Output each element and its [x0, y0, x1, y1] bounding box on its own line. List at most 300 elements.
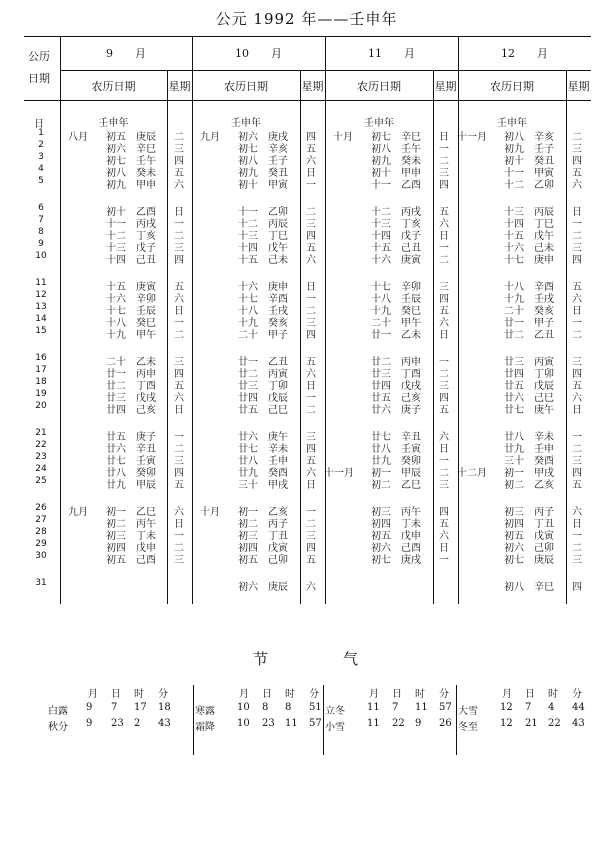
weekday: 五 [572, 168, 582, 179]
lunar-day: 廿三 [106, 393, 126, 404]
day-number: 12 [35, 290, 47, 300]
jieqi-hour: 22 [548, 718, 561, 729]
lunar-day: 十九 [504, 294, 524, 305]
weekday: 三 [572, 243, 582, 254]
jieqi-header: 日 [262, 689, 272, 700]
ganzhi: 戊戌 [401, 381, 421, 392]
day-number: 18 [35, 377, 47, 387]
ganzhi: 丁丑 [534, 519, 554, 530]
jieqi-header: 月 [88, 689, 98, 700]
weekday: 六 [439, 318, 449, 329]
month-header-11: 11 月 [368, 47, 415, 60]
jieqi-header: 分 [158, 689, 168, 700]
lunar-day: 廿六 [371, 405, 391, 416]
lunar-day: 廿四 [238, 393, 258, 404]
ganzhi: 癸酉 [268, 468, 288, 479]
ganzhi: 壬辰 [401, 294, 421, 305]
lunar-day: 初六 [504, 543, 524, 554]
ganzhi: 戊申 [136, 543, 156, 554]
weekday: 三 [174, 456, 184, 467]
ganzhi: 丁酉 [136, 381, 156, 392]
lunar-day: 初八 [371, 144, 391, 155]
lunar-month: 十月 [333, 132, 353, 143]
jieqi-minute: 43 [572, 718, 585, 729]
header-bottom-rule [24, 100, 591, 101]
ganzhi: 己未 [268, 255, 288, 266]
jieqi-name: 霜降 [195, 722, 215, 733]
lunar-day: 初四 [106, 543, 126, 554]
weekday: 一 [439, 243, 449, 254]
day-number: 9 [38, 239, 44, 249]
lunar-day: 十八 [371, 294, 391, 305]
weekday: 五 [306, 456, 316, 467]
weekday: 三 [439, 381, 449, 392]
jieqi-minute: 51 [309, 702, 322, 713]
lunar-day: 廿九 [371, 456, 391, 467]
weekday: 三 [174, 555, 184, 566]
lunar-day: 初八 [238, 156, 258, 167]
ganzhi: 乙亥 [534, 480, 554, 491]
jieqi-month: 9 [86, 702, 93, 713]
day-number: 19 [35, 389, 47, 399]
jieqi-month: 10 [237, 718, 250, 729]
jieqi-divider-2 [323, 685, 324, 755]
weekday: 一 [174, 318, 184, 329]
jieqi-day: 23 [262, 718, 275, 729]
weekday: 一 [306, 294, 316, 305]
lunar-day: 廿六 [106, 444, 126, 455]
weekday: 五 [439, 207, 449, 218]
weekday: 日 [306, 168, 316, 179]
ganzhi: 戊辰 [268, 393, 288, 404]
ganzhi: 癸未 [401, 156, 421, 167]
ganzhi: 辛酉 [268, 294, 288, 305]
lunar-month: 九月 [200, 132, 220, 143]
ganzhi: 庚子 [136, 432, 156, 443]
day-number: 16 [35, 353, 47, 363]
weekday: 三 [439, 168, 449, 179]
weekday: 日 [439, 330, 449, 341]
weekday: 二 [306, 306, 316, 317]
lunar-day: 初九 [238, 168, 258, 179]
lunar-day: 廿三 [238, 381, 258, 392]
ganzhi: 己未 [534, 243, 554, 254]
ganzhi: 己卯 [268, 555, 288, 566]
ganzhi: 丁巳 [268, 231, 288, 242]
lunar-day: 初六 [238, 132, 258, 143]
weekday: 六 [306, 156, 316, 167]
lunar-day: 十三 [371, 219, 391, 230]
lunar-day: 初十 [504, 156, 524, 167]
jieqi-hour: 4 [548, 702, 555, 713]
ganzhi: 壬子 [268, 156, 288, 167]
jieqi-name: 大雪 [458, 706, 478, 717]
weekday: 四 [174, 156, 184, 167]
weekday: 日 [306, 480, 316, 491]
lunar-day: 十三 [504, 207, 524, 218]
ganzhi: 辛未 [534, 432, 554, 443]
weekday: 五 [174, 381, 184, 392]
weekday: 日 [572, 207, 582, 218]
lunar-day: 初三 [504, 507, 524, 518]
lunar-day: 十五 [371, 243, 391, 254]
ganzhi: 壬戌 [534, 294, 554, 305]
ganzhi: 癸丑 [268, 168, 288, 179]
lunar-day: 三十 [504, 456, 524, 467]
weekday: 日 [174, 207, 184, 218]
lunar-day: 初六 [106, 144, 126, 155]
calendar-table [24, 36, 591, 604]
jieqi-name: 小雪 [325, 722, 345, 733]
jieqi-divider-3 [456, 685, 457, 755]
ganzhi: 辛亥 [268, 144, 288, 155]
day-number: 30 [35, 551, 47, 561]
ganzhi: 丁卯 [534, 369, 554, 380]
ganzhi: 己丑 [401, 243, 421, 254]
lunar-day: 十六 [106, 294, 126, 305]
ganzhi: 丙午 [136, 519, 156, 530]
lunar-day: 初七 [504, 555, 524, 566]
weekday: 日 [439, 231, 449, 242]
lunar-day: 初六 [238, 582, 258, 593]
lunar-day: 廿一 [106, 369, 126, 380]
ganzhi: 丁亥 [136, 231, 156, 242]
day-number: 10 [35, 251, 47, 261]
weekday: 二 [306, 519, 316, 530]
jieqi-header: 日 [392, 689, 402, 700]
jieqi-name: 白露 [48, 706, 68, 717]
lunar-day: 初四 [504, 519, 524, 530]
lunar-month: 十一月 [324, 468, 354, 479]
ganzhi: 甲寅 [268, 180, 288, 191]
ganzhi: 壬辰 [136, 306, 156, 317]
day-number: 8 [38, 227, 44, 237]
ganzhi: 甲辰 [401, 468, 421, 479]
ganzhi: 戊寅 [268, 543, 288, 554]
ganzhi: 壬申 [534, 444, 554, 455]
ganzhi: 丙辰 [534, 207, 554, 218]
lunar-day: 廿四 [371, 381, 391, 392]
lunar-day: 廿二 [106, 381, 126, 392]
sub-lunar-2: 农历日期 [224, 80, 268, 93]
ganzhi: 丙申 [401, 357, 421, 368]
weekday: 日 [439, 444, 449, 455]
jieqi-hour: 2 [134, 718, 141, 729]
lunar-day: 十八 [504, 282, 524, 293]
lunar-day: 初九 [504, 144, 524, 155]
ganzhi: 戊戌 [136, 393, 156, 404]
lunar-day: 初六 [371, 543, 391, 554]
ganzhi: 丙申 [136, 369, 156, 380]
lunar-day: 廿六 [504, 393, 524, 404]
lunar-day: 廿二 [238, 369, 258, 380]
weekday: 日 [572, 405, 582, 416]
weekday: 三 [572, 456, 582, 467]
ganzhi: 乙丑 [534, 330, 554, 341]
lunar-day: 廿六 [238, 432, 258, 443]
lunar-day: 初五 [238, 555, 258, 566]
lunar-day: 初四 [371, 519, 391, 530]
lunar-day: 十六 [504, 243, 524, 254]
jieqi-name: 秋分 [48, 722, 68, 733]
year-name-4: 壬申年 [497, 118, 527, 129]
year-name-2: 壬申年 [231, 118, 261, 129]
ganzhi: 壬申 [268, 456, 288, 467]
jieqi-name: 立冬 [325, 706, 345, 717]
ganzhi: 乙卯 [534, 180, 554, 191]
weekday: 六 [174, 180, 184, 191]
weekday: 日 [174, 405, 184, 416]
weekday: 三 [306, 318, 316, 329]
jieqi-day: 7 [111, 702, 118, 713]
lunar-day: 廿七 [106, 456, 126, 467]
weekday: 一 [572, 531, 582, 542]
jieqi-month: 9 [86, 718, 93, 729]
lunar-day: 廿五 [238, 405, 258, 416]
weekday: 三 [174, 144, 184, 155]
lunar-day: 十一 [106, 219, 126, 230]
ganzhi: 戊辰 [534, 381, 554, 392]
jieqi-day: 7 [525, 702, 532, 713]
weekday: 四 [572, 255, 582, 266]
lunar-day: 初四 [238, 543, 258, 554]
ganzhi: 甲寅 [534, 168, 554, 179]
sub-week-1: 星期 [168, 80, 191, 93]
lunar-day: 初九 [106, 180, 126, 191]
lunar-day: 二十 [238, 330, 258, 341]
jieqi-header: 月 [369, 689, 379, 700]
ganzhi: 丙子 [268, 519, 288, 530]
lunar-month: 八月 [68, 132, 88, 143]
lunar-day: 初八 [504, 132, 524, 143]
lunar-day: 廿四 [106, 405, 126, 416]
weekday: 三 [572, 144, 582, 155]
jieqi-header: 分 [309, 689, 319, 700]
weekday: 二 [174, 132, 184, 143]
jieqi-header: 日 [111, 689, 121, 700]
jieqi-title: 节 气 [252, 650, 388, 668]
ganzhi: 丙寅 [534, 357, 554, 368]
weekday: 日 [439, 543, 449, 554]
day-number: 6 [38, 203, 44, 213]
weekday: 五 [306, 243, 316, 254]
lunar-day: 廿二 [504, 330, 524, 341]
day-number: 23 [35, 452, 47, 462]
ganzhi: 戊子 [136, 243, 156, 254]
weekday: 一 [572, 318, 582, 329]
ganzhi: 甲申 [136, 180, 156, 191]
lunar-day: 二十 [504, 306, 524, 317]
jieqi-hour: 17 [134, 702, 147, 713]
ganzhi: 甲戌 [268, 480, 288, 491]
jieqi-month: 10 [237, 702, 250, 713]
jieqi-hour: 9 [415, 718, 422, 729]
lunar-day: 十九 [106, 330, 126, 341]
day-number: 25 [35, 476, 47, 486]
weekday: 五 [306, 144, 316, 155]
lunar-day: 十四 [504, 219, 524, 230]
lunar-day: 十八 [238, 306, 258, 317]
weekday: 一 [174, 432, 184, 443]
ganzhi: 癸丑 [534, 156, 554, 167]
weekday: 四 [572, 582, 582, 593]
ganzhi: 壬戌 [268, 306, 288, 317]
ganzhi: 丙戌 [136, 219, 156, 230]
header-label-gongli: 公历 [28, 50, 50, 63]
lunar-day: 十三 [106, 243, 126, 254]
weekday: 日 [306, 282, 316, 293]
ganzhi: 庚申 [268, 282, 288, 293]
day-number: 26 [35, 503, 47, 513]
weekday: 五 [174, 480, 184, 491]
page-title: 公元 1992 年——壬申年 [215, 10, 398, 28]
lunar-day: 十四 [371, 231, 391, 242]
jieqi-month: 12 [500, 718, 513, 729]
ganzhi: 己丑 [136, 255, 156, 266]
lunar-day: 二十 [371, 318, 391, 329]
weekday: 日 [572, 306, 582, 317]
ganzhi: 癸亥 [534, 306, 554, 317]
weekday: 三 [572, 555, 582, 566]
day-number: 17 [35, 365, 47, 375]
weekday: 一 [174, 219, 184, 230]
lunar-day: 初二 [504, 480, 524, 491]
ganzhi: 丙子 [534, 507, 554, 518]
ganzhi: 甲子 [268, 330, 288, 341]
weekday: 四 [439, 294, 449, 305]
weekday: 一 [439, 456, 449, 467]
day-number: 3 [38, 152, 44, 162]
jieqi-hour: 11 [285, 718, 298, 729]
weekday: 四 [439, 393, 449, 404]
jieqi-table [40, 685, 590, 755]
lunar-day: 初七 [371, 555, 391, 566]
lunar-day: 初二 [371, 480, 391, 491]
ganzhi: 乙巳 [136, 507, 156, 518]
ganzhi: 丁巳 [534, 219, 554, 230]
lunar-day: 十四 [238, 243, 258, 254]
sub-week-2: 星期 [301, 80, 324, 93]
weekday: 三 [174, 357, 184, 368]
sub-week-3: 星期 [434, 80, 457, 93]
ganzhi: 庚申 [534, 255, 554, 266]
lunar-day: 十七 [238, 294, 258, 305]
weekday: 六 [174, 507, 184, 518]
ganzhi: 乙酉 [401, 180, 421, 191]
ganzhi: 乙巳 [401, 480, 421, 491]
weekday: 五 [572, 282, 582, 293]
ganzhi: 庚寅 [136, 282, 156, 293]
weekday: 二 [306, 405, 316, 416]
weekday: 五 [306, 555, 316, 566]
ganzhi: 辛亥 [534, 132, 554, 143]
sub-lunar-3: 农历日期 [357, 80, 401, 93]
ganzhi: 丁未 [136, 531, 156, 542]
weekday: 一 [306, 393, 316, 404]
ganzhi: 壬午 [401, 144, 421, 155]
weekday: 六 [306, 255, 316, 266]
lunar-day: 初七 [371, 132, 391, 143]
lunar-day: 十三 [238, 231, 258, 242]
jieqi-day: 8 [262, 702, 269, 713]
day-number: 20 [35, 401, 47, 411]
lunar-day: 十二 [106, 231, 126, 242]
weekday: 六 [306, 582, 316, 593]
ganzhi: 己亥 [136, 405, 156, 416]
ganzhi: 癸亥 [268, 318, 288, 329]
day-number: 1 [38, 128, 44, 138]
jieqi-minute: 18 [158, 702, 171, 713]
lunar-day: 初一 [106, 507, 126, 518]
lunar-day: 廿二 [371, 357, 391, 368]
weekday: 三 [306, 432, 316, 443]
sub-lunar-1: 农历日期 [91, 80, 136, 93]
ganzhi: 庚辰 [534, 555, 554, 566]
lunar-day: 廿七 [238, 444, 258, 455]
lunar-day: 初二 [106, 519, 126, 530]
weekday: 一 [439, 555, 449, 566]
lunar-month: 十一月 [457, 132, 487, 143]
weekday: 二 [572, 444, 582, 455]
ganzhi: 丁丑 [268, 531, 288, 542]
weekday: 四 [572, 468, 582, 479]
lunar-day: 廿五 [504, 381, 524, 392]
weekday: 二 [572, 330, 582, 341]
ganzhi: 乙亥 [268, 507, 288, 518]
lunar-day: 初三 [106, 531, 126, 542]
weekday: 日 [439, 132, 449, 143]
lunar-day: 十二 [504, 180, 524, 191]
weekday: 二 [439, 369, 449, 380]
lunar-day: 初八 [106, 168, 126, 179]
jieqi-name: 寒露 [195, 706, 215, 717]
weekday: 一 [572, 219, 582, 230]
jieqi-minute: 43 [158, 718, 171, 729]
lunar-day: 十二 [371, 207, 391, 218]
weekday: 二 [439, 468, 449, 479]
ganzhi: 戊申 [401, 531, 421, 542]
ganzhi: 癸未 [136, 168, 156, 179]
sub-week-4: 星期 [567, 80, 590, 93]
weekday: 四 [306, 330, 316, 341]
ganzhi: 己巳 [534, 393, 554, 404]
ganzhi: 甲午 [401, 318, 421, 329]
lunar-day: 廿九 [504, 444, 524, 455]
ganzhi: 辛巳 [534, 582, 554, 593]
weekday: 六 [439, 531, 449, 542]
lunar-day: 初七 [106, 156, 126, 167]
weekday: 日 [572, 519, 582, 530]
weekday: 一 [572, 432, 582, 443]
ganzhi: 甲子 [534, 318, 554, 329]
ganzhi: 辛巳 [136, 144, 156, 155]
weekday: 三 [572, 357, 582, 368]
jieqi-minute: 26 [439, 718, 452, 729]
weekday: 一 [306, 180, 316, 191]
weekday: 五 [439, 405, 449, 416]
weekday: 三 [439, 480, 449, 491]
weekday: 三 [306, 219, 316, 230]
ganzhi: 乙卯 [268, 207, 288, 218]
ganzhi: 庚寅 [401, 255, 421, 266]
day-number: 22 [35, 440, 47, 450]
lunar-day: 初五 [106, 555, 126, 566]
jieqi-header: 时 [548, 689, 558, 700]
lunar-month: 十二月 [457, 468, 487, 479]
jieqi-header: 分 [572, 689, 582, 700]
lunar-day: 十九 [371, 306, 391, 317]
weekday: 日 [174, 306, 184, 317]
